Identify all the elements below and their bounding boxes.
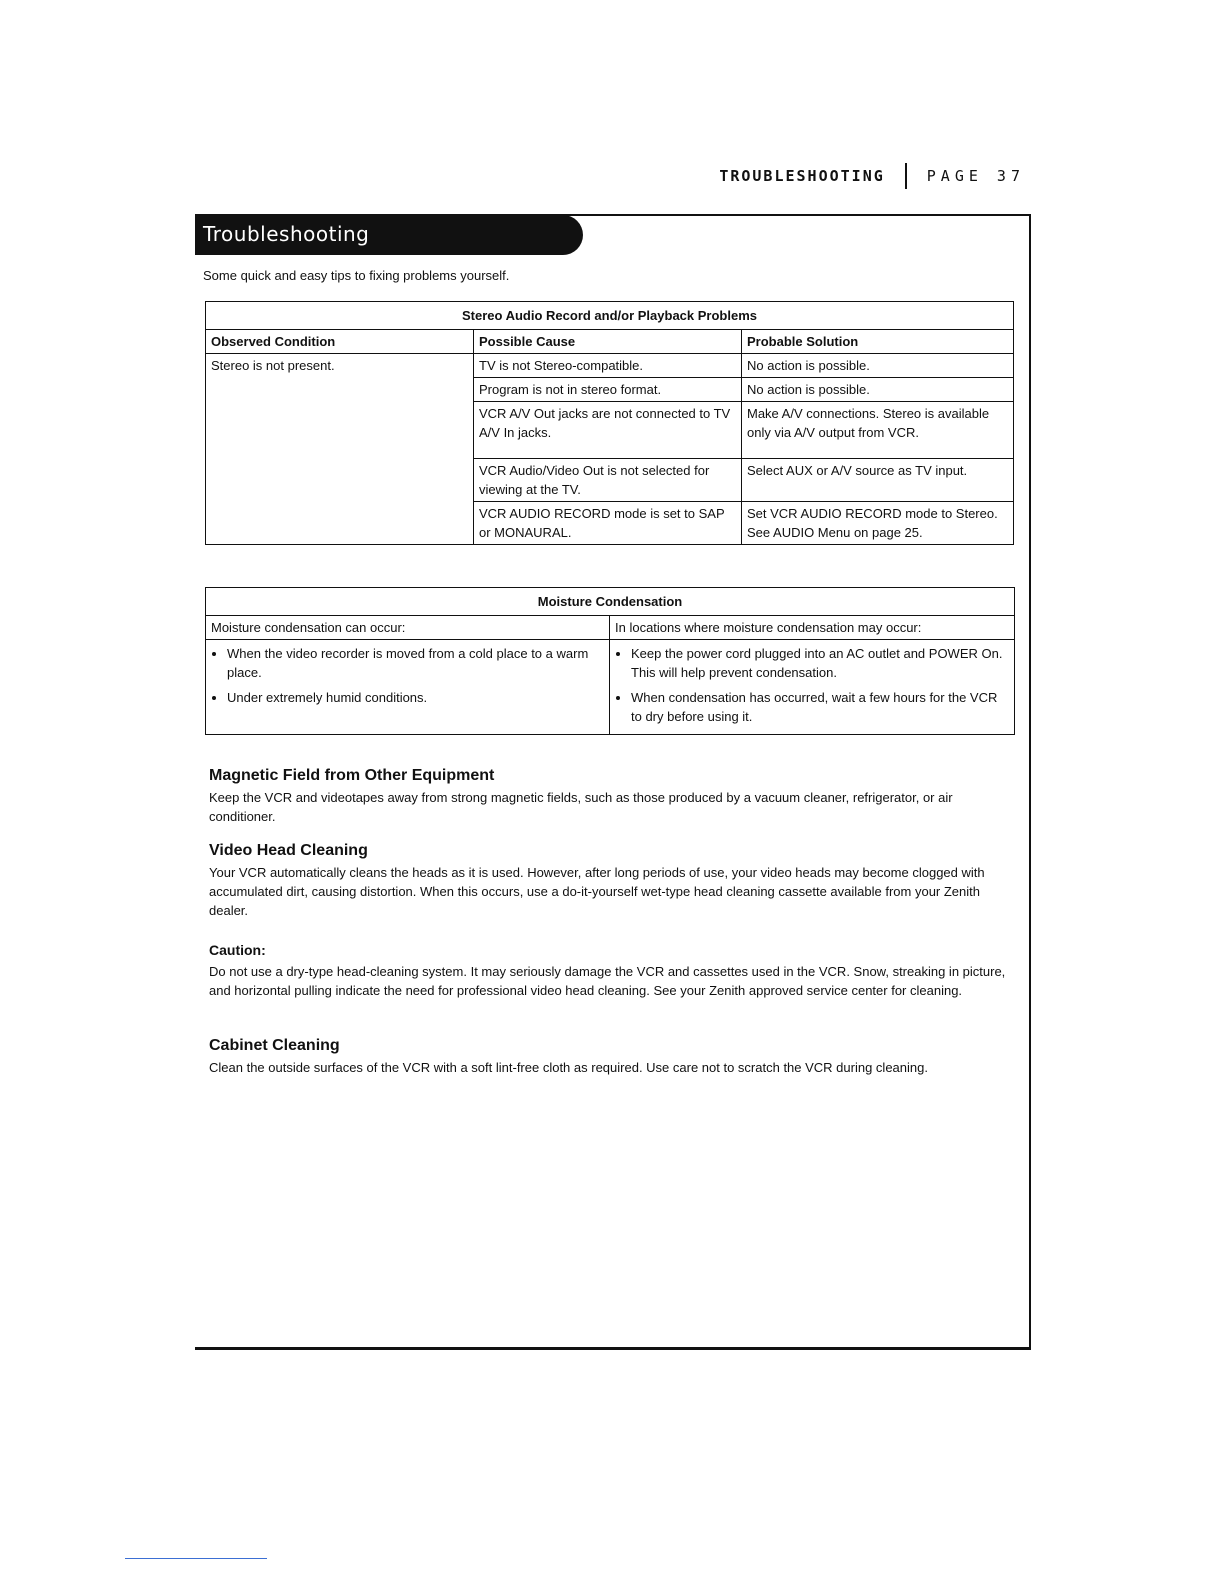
table-row (206, 354, 1014, 378)
running-head (600, 163, 1025, 189)
probable-solution-cell: Set VCR AUDIO RECORD mode to Stereo. See AUDIO Menu on page 25. (742, 502, 1014, 545)
possible-cause-cell: VCR AUDIO RECORD mode is set to SAP or MONAURAL. (474, 502, 742, 545)
running-head-section: TROUBLESHOOTING (719, 167, 885, 185)
section-heading: Video Head Cleaning (209, 842, 368, 859)
moisture-remedies-list (615, 644, 1009, 726)
caution-section (209, 940, 1017, 1000)
possible-cause-cell: TV is not Stereo-compatible. (474, 354, 742, 378)
possible-cause-cell: VCR Audio/Video Out is not selected for viewing at the TV. (474, 459, 742, 502)
footer-rule (125, 1558, 267, 1559)
moisture-table-caption: Moisture Condensation (206, 588, 1015, 616)
section-heading: Cabinet Cleaning (209, 1037, 340, 1054)
moisture-causes-cell (206, 640, 610, 735)
stereo-table-caption: Stereo Audio Record and/or Playback Problems (206, 302, 1014, 330)
stereo-problems-table (205, 301, 1014, 545)
possible-cause-cell: VCR A/V Out jacks are not connected to TV A/V In jacks. (474, 402, 742, 459)
moisture-left-header: Moisture condensation can occur: (206, 616, 610, 640)
magnetic-field-section (209, 766, 1017, 826)
section-body: Your VCR automatically cleans the heads as it is used. However, after long periods of use, your video heads may become clogged with accumulated dirt, causing distortion. When this occurs, use a do-it-yourself wet-type head cleaning cassette available from your Zenith dealer. (209, 865, 985, 918)
moisture-causes-list (211, 644, 604, 707)
probable-solution-cell: Select AUX or A/V source as TV input. (742, 459, 1014, 502)
moisture-right-header: In locations where moisture condensation may occur: (610, 616, 1015, 640)
list-item: • When the video recorder is moved from a cold place to a warm place. (227, 644, 604, 682)
possible-cause-cell: Program is not in stereo format. (474, 378, 742, 402)
section-body: Clean the outside surfaces of the VCR with a soft lint-free cloth as required. Use care not to scratch the VCR during cleaning. (209, 1060, 928, 1075)
running-head-divider (905, 163, 907, 189)
intro-text: Some quick and easy tips to fixing problems yourself. (203, 268, 510, 283)
observed-condition-cell: Stereo is not present. (206, 354, 474, 545)
section-heading: Magnetic Field from Other Equipment (209, 767, 495, 784)
moisture-remedies-cell (610, 640, 1015, 735)
list-item: • When condensation has occurred, wait a few hours for the VCR to dry before using it. (631, 688, 1009, 726)
table-row (206, 640, 1015, 735)
probable-solution-cell: No action is possible. (742, 378, 1014, 402)
moisture-condensation-table (205, 587, 1015, 735)
list-item: • Under extremely humid conditions. (227, 688, 604, 707)
column-header-probable-solution: Probable Solution (742, 330, 1014, 354)
video-head-cleaning-section (209, 841, 1017, 920)
probable-solution-cell: Make A/V connections. Stereo is available only via A/V output from VCR. (742, 402, 1014, 459)
caution-body: Do not use a dry-type head-cleaning system. It may seriously damage the VCR and cassettes used in the VCR. Snow, streaking in picture, and horizontal pulling indicate the need for professional video head cleaning. See your Zenith approved service center for cleaning. (209, 964, 1006, 998)
cabinet-cleaning-section (209, 1036, 1017, 1077)
caution-heading: Caution: (209, 942, 266, 958)
page-number: PAGE 37 (926, 167, 1025, 185)
column-header-observed-condition: Observed Condition (206, 330, 474, 354)
list-item: • Keep the power cord plugged into an AC outlet and POWER On. This will help prevent condensation. (631, 644, 1009, 682)
page-title: Troubleshooting (195, 215, 583, 255)
column-header-possible-cause: Possible Cause (474, 330, 742, 354)
section-body: Keep the VCR and videotapes away from strong magnetic fields, such as those produced by a vacuum cleaner, refrigerator, or air conditioner. (209, 790, 953, 824)
probable-solution-cell: No action is possible. (742, 354, 1014, 378)
